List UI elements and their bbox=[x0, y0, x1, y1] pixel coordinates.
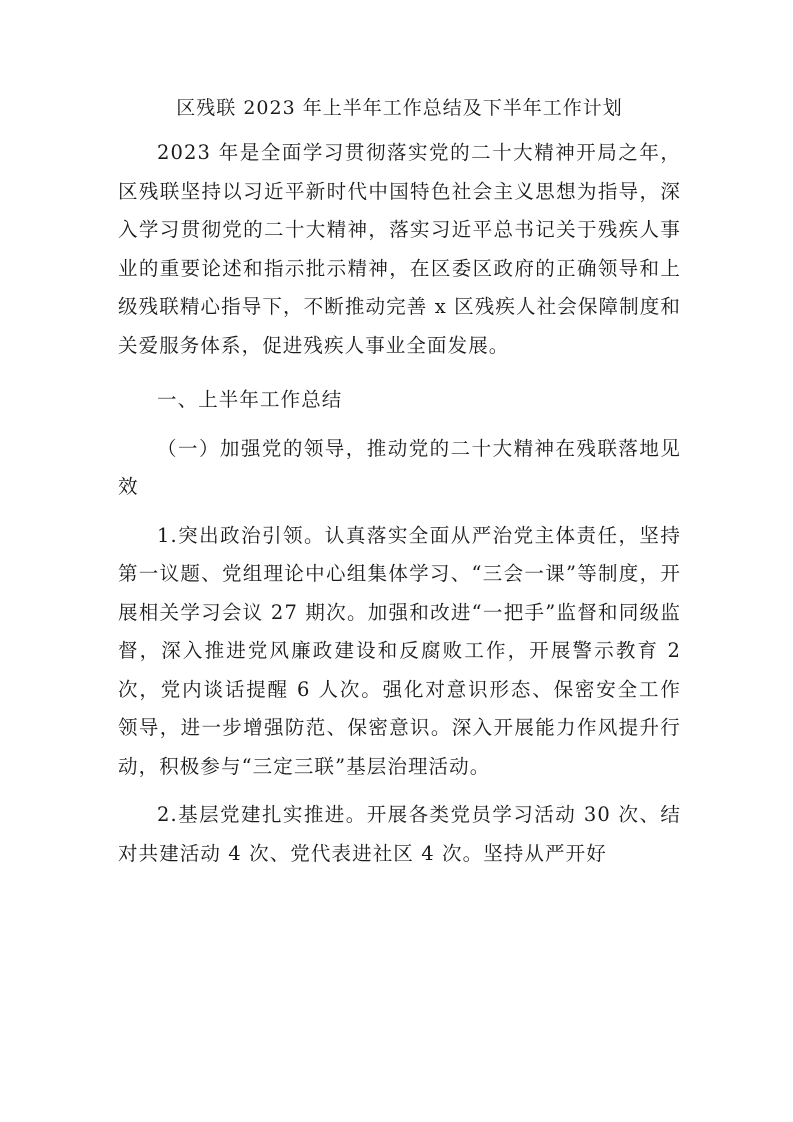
paragraph-political-guidance: 1.突出政治引领。认真落实全面从严治党主体责任，坚持第一议题、党组理论中心组集体学习、“三会一课”等制度，开展相关学习会议 27 期次。加强和改进“一把手”监督和同级监督，深入推进党风廉政建设和反腐败工作，开展警示教育 2 次，党内谈话提醒 6 人次。强化对意识形态、保密安全工作领导，进一步增强防范、保密意识。深入开展能力作风提升行动，积极参与“三定三联”基层治理活动。 bbox=[118, 523, 681, 778]
subsection-heading-party-leadership: （一）加强党的领导，推动党的二十大精神在残联落地见效 bbox=[118, 436, 681, 498]
document-body bbox=[118, 88, 681, 873]
document-title: 区残联 2023 年上半年工作总结及下半年工作计划 bbox=[176, 97, 623, 119]
section-heading-first-half-summary: 一、上半年工作总结 bbox=[157, 388, 343, 411]
intro-paragraph: 2023 年是全面学习贯彻落实党的二十大精神开局之年，区残联坚持以习近平新时代中国特色社会主义思想为指导，深入学习贯彻党的二十大精神，落实习近平总书记关于残疾人事业的重要论述和指示批示精神，在区委区政府的正确领导和上级残联精心指导下，不断推动完善 x 区残疾人社会保障制度和关爱服务体系，促进残疾人事业全面发展。 bbox=[118, 141, 681, 357]
paragraph-grassroots-party-building: 2.基层党建扎实推进。开展各类党员学习活动 30 次、结对共建活动 4 次、党代表进社区 4 次。坚持从严开好 bbox=[118, 803, 681, 865]
